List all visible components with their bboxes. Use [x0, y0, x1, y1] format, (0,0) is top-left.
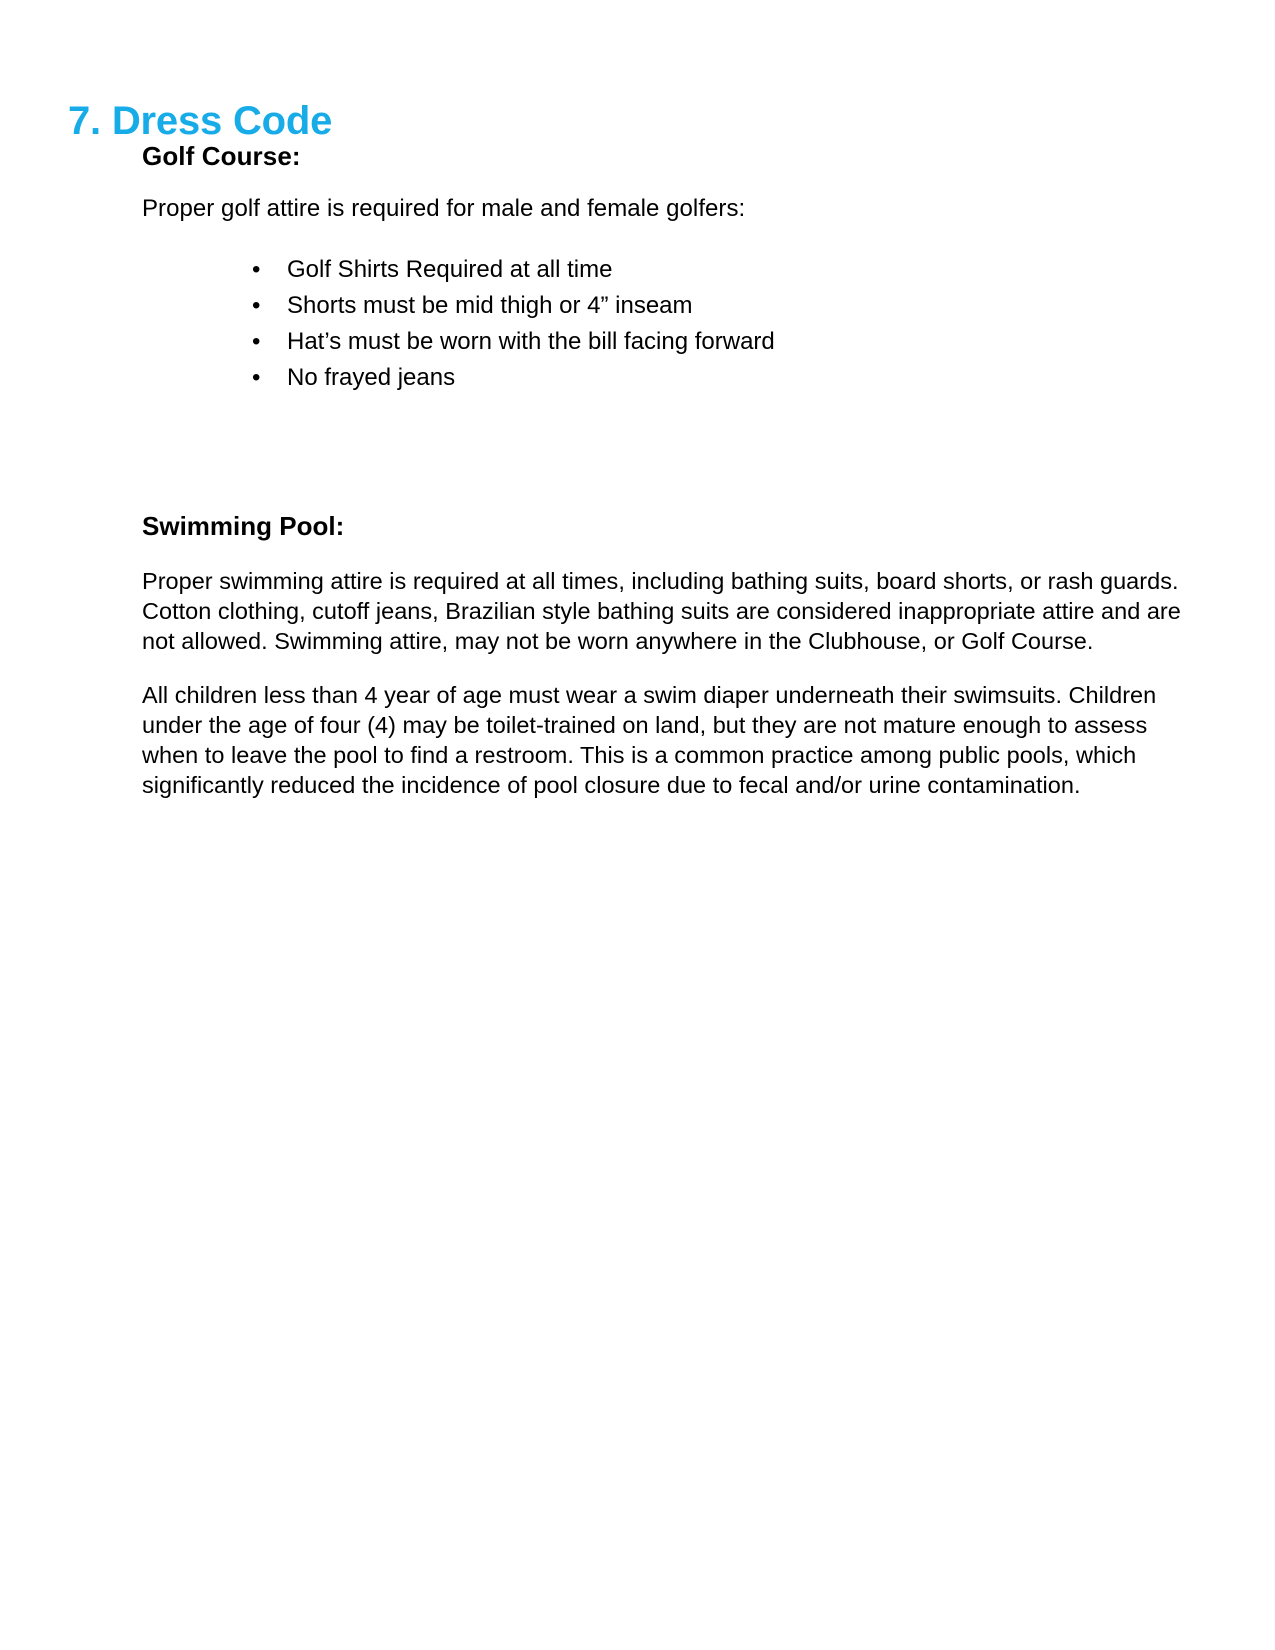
list-item [142, 288, 1197, 324]
list-item [142, 360, 1197, 396]
golf-course-heading: Golf Course: [142, 141, 301, 171]
swimming-pool-heading: Swimming Pool: [142, 511, 345, 541]
list-item [142, 324, 1197, 360]
section-spacer [142, 396, 1197, 510]
list-item [142, 252, 1197, 288]
list-item-label: Golf Shirts Required at all time [287, 256, 613, 283]
golf-course-intro: Proper golf attire is required for male and female golfers: [142, 195, 746, 222]
bullet-icon: • [252, 328, 261, 355]
list-item-label: Shorts must be mid thigh or 4” inseam [287, 292, 693, 319]
page-title: 7. Dress Code [68, 98, 333, 143]
bullet-icon: • [252, 256, 261, 283]
list-item-label: No frayed jeans [287, 364, 456, 391]
list-item-label: Hat’s must be worn with the bill facing forward [287, 328, 775, 355]
bullet-icon: • [252, 364, 261, 391]
content-column [142, 140, 1197, 800]
swimming-pool-paragraph-2: All children less than 4 year of age must wear a swim diaper underneath their swimsuits. Children under the age of four (4) may be toilet-trained on land, but they are not mature enough to assess when to leave the pool to find a restroom. This is a common practice among public pools, which significantly reduced the incidence of pool closure due to fecal and/or urine contamination. [142, 682, 1157, 798]
bullet-icon: • [252, 292, 261, 319]
golf-course-bullet-list [142, 252, 1197, 396]
swimming-pool-paragraph-1: Proper swimming attire is required at all times, including bathing suits, board shorts, or rash guards. Cotton clothing, cutoff jeans, Brazilian style bathing suits are considered inappropriate attire and are not allowed. Swimming attire, may not be worn anywhere in the Clubhouse, or Golf Course. [142, 568, 1181, 654]
